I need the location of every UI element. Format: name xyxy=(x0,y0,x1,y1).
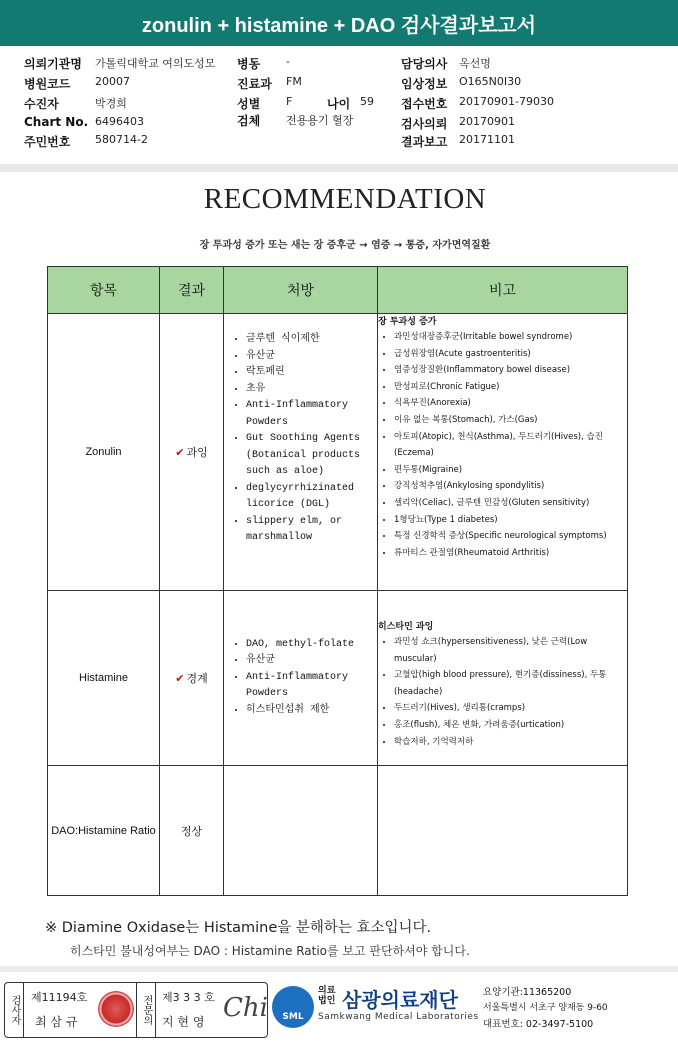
chart-no-value: 6496403 xyxy=(95,115,144,128)
recommendation-table xyxy=(47,266,628,896)
list-item: • 홍조(flush), 체온 변화, 가려움증(urtication) xyxy=(394,717,627,734)
list-item: • Anti-Inflammatory Powders xyxy=(246,398,377,431)
hospital-value: 가톨릭대학교 여의도성모 xyxy=(95,57,216,70)
specialist-label: 전문의 xyxy=(136,983,156,1037)
doctor-label: 담당의사 xyxy=(401,57,448,71)
list-item: • 과민성대장증후군(Irritable bowel syndrome) xyxy=(394,329,627,346)
list-item: • 고혈압(high blood pressure), 현기증(dissiness), 두통(headache) xyxy=(394,667,627,700)
receipt-no-label: 접수번호 xyxy=(401,97,448,111)
footnote-line-1: ※ Diamine Oxidase는 Histamine을 분해하는 효소입니다. xyxy=(45,920,432,936)
list-item: • 식욕부진(Anorexia) xyxy=(394,395,627,412)
notes-heading: 히스타민 과잉 xyxy=(378,622,434,632)
list-item: • 류마티스 관절염(Rheumatoid Arthritis) xyxy=(394,545,627,562)
notes-cell xyxy=(378,591,628,766)
tester-license: 제11194호 xyxy=(31,991,88,1004)
list-item: • 락토페린 xyxy=(246,365,377,382)
receipt-no-value: 20170901-79030 xyxy=(459,95,554,108)
list-item: • 만성피로(Chronic Fatigue) xyxy=(394,379,627,396)
table-row-zonulin xyxy=(48,314,628,591)
hospital-code-value: 20007 xyxy=(95,75,130,88)
age-value: 59 xyxy=(360,95,374,108)
specimen-value: 전용용기 혈장 xyxy=(286,114,354,127)
recommendation-subtitle: 장 투과성 증가 또는 새는 장 증후군 → 염증 → 통증, 자가면역질환 xyxy=(199,240,491,251)
list-item: • 1형당뇨(Type 1 diabetes) xyxy=(394,512,627,529)
sex-label: 성별 xyxy=(237,97,261,111)
table-row-ratio xyxy=(48,766,628,896)
list-item: • Gut Soothing Agents (Botanical products such as aloe) xyxy=(246,431,377,481)
list-item: • 염증성장질환(Inflammatory bowel disease) xyxy=(394,362,627,379)
clinical-info-value: O165N0I30 xyxy=(459,75,522,88)
footer xyxy=(0,966,678,1047)
chart-no-label: Chart No. xyxy=(24,115,89,129)
prescription-cell xyxy=(224,314,378,591)
signature-mark: Chi xyxy=(223,993,268,1023)
list-item: • 편두통(Migraine) xyxy=(394,462,627,479)
org-english: Samkwang Medical Laboratories xyxy=(318,1012,479,1022)
sex-value: F xyxy=(286,95,293,108)
table-header-row xyxy=(48,267,628,314)
prescription-cell xyxy=(224,766,378,896)
notes-list xyxy=(378,329,627,561)
patient-info xyxy=(0,46,678,166)
request-date-value: 20170901 xyxy=(459,115,515,128)
list-item: • 두드러기(Hives), 생리통(cramps) xyxy=(394,700,627,717)
specimen-label: 검체 xyxy=(237,114,261,128)
report-date-label: 결과보고 xyxy=(401,135,448,149)
doctor-value: 옥선명 xyxy=(459,57,491,70)
list-item: • 초유 xyxy=(246,382,377,399)
list-item: • 유산균 xyxy=(246,349,377,366)
list-item: • DAO, methyl-folate xyxy=(246,637,377,654)
section-divider xyxy=(0,164,678,172)
resident-no-label: 주민번호 xyxy=(24,135,71,149)
list-item: • 유산균 xyxy=(246,653,377,670)
tester-label: 검사자 xyxy=(5,983,24,1037)
list-item: • 강직성척추염(Ankylosing spondylitis) xyxy=(394,478,627,495)
hospital-label: 의뢰기관명 xyxy=(24,57,82,71)
list-item: • 히스타민섭취 제한 xyxy=(246,703,377,720)
notes-heading: 장 투과성 증가 xyxy=(378,317,437,327)
result-cell xyxy=(160,314,224,591)
list-item: • Anti-Inflammatory Powders xyxy=(246,670,377,703)
patient-label: 수진자 xyxy=(24,97,59,111)
header-prescription: 처방 xyxy=(224,267,378,314)
list-item: • 급성위장염(Acute gastroenteritis) xyxy=(394,346,627,363)
item-name: Histamine xyxy=(48,591,160,766)
signature-box xyxy=(4,982,268,1038)
ward-label: 병동 xyxy=(237,57,261,71)
hospital-code-label: 병원코드 xyxy=(24,77,71,91)
resident-no-value: 580714-2 xyxy=(95,133,148,146)
list-item: • slippery elm, or marshmallow xyxy=(246,514,377,547)
report-date-value: 20171101 xyxy=(459,133,515,146)
list-item: • 셀리악(Celiac), 글루텐 민감성(Gluten sensitivity) xyxy=(394,495,627,512)
prescription-cell xyxy=(224,591,378,766)
list-item: • 글루텐 식이제한 xyxy=(246,332,377,349)
age-label: 나이 xyxy=(327,97,351,111)
notes-cell xyxy=(378,766,628,896)
notes-cell xyxy=(378,314,628,591)
result-cell xyxy=(160,591,224,766)
table-row-histamine xyxy=(48,591,628,766)
recommendation-title: RECOMMENDATION xyxy=(203,183,487,215)
report-title: zonulin + histamine + DAO 검사결과보고서 xyxy=(0,0,678,46)
footnote-line-2: 히스타민 불내성여부는 DAO : Histamine Ratio를 보고 판단하셔야 합니다. xyxy=(70,944,470,958)
list-item: • 아토피(Atopic), 천식(Asthma), 두드러기(Hives), 습진(Eczema) xyxy=(394,429,627,462)
prescription-list xyxy=(224,332,377,547)
specialist-name: 지 현 영 xyxy=(162,1015,205,1029)
list-item: • deglycyrrhizinated licorice (DGL) xyxy=(246,481,377,514)
org-prefix: 의료법인 xyxy=(318,986,336,1006)
department-label: 진료과 xyxy=(237,77,272,91)
org-address: 서울특별시 서초구 양재동 9-60 xyxy=(483,1003,608,1013)
list-item: • 이유 없는 복통(Stomach), 가스(Gas) xyxy=(394,412,627,429)
ward-value: - xyxy=(286,55,290,68)
list-item: • 학습저하, 기억력저하 xyxy=(394,734,627,751)
department-value: FM xyxy=(286,75,302,88)
clinical-info-label: 임상정보 xyxy=(401,77,448,91)
seal-icon xyxy=(98,991,134,1027)
prescription-list xyxy=(224,637,377,720)
item-name: DAO:Histamine Ratio xyxy=(48,766,160,896)
sml-logo-icon: SML xyxy=(272,986,314,1028)
org-code: 요양기관:11365200 xyxy=(483,987,572,998)
org-phone: 대표번호: 02-3497-5100 xyxy=(483,1019,594,1030)
patient-value: 박경희 xyxy=(95,97,127,110)
request-date-label: 검사의뢰 xyxy=(401,117,448,131)
header-item: 항목 xyxy=(48,267,160,314)
check-icon: ✔ xyxy=(175,446,185,459)
notes-list xyxy=(378,634,627,750)
result-value: 정상 xyxy=(160,766,224,896)
org-name: 삼광의료재단 xyxy=(342,988,458,1012)
specialist-license: 제3 3 3 호 xyxy=(162,991,215,1004)
check-icon: ✔ xyxy=(175,672,185,685)
result-value: 과잉 xyxy=(186,446,208,459)
list-item: • 과민성 쇼크(hypersensitiveness), 낮은 근력(Low muscular) xyxy=(394,634,627,667)
item-name: Zonulin xyxy=(48,314,160,591)
list-item: • 특정 신경학적 증상(Specific neurological symptoms) xyxy=(394,528,627,545)
header-result: 결과 xyxy=(160,267,224,314)
result-value: 경계 xyxy=(186,672,208,685)
tester-name: 최 삼 규 xyxy=(35,1015,78,1029)
header-notes: 비고 xyxy=(378,267,628,314)
